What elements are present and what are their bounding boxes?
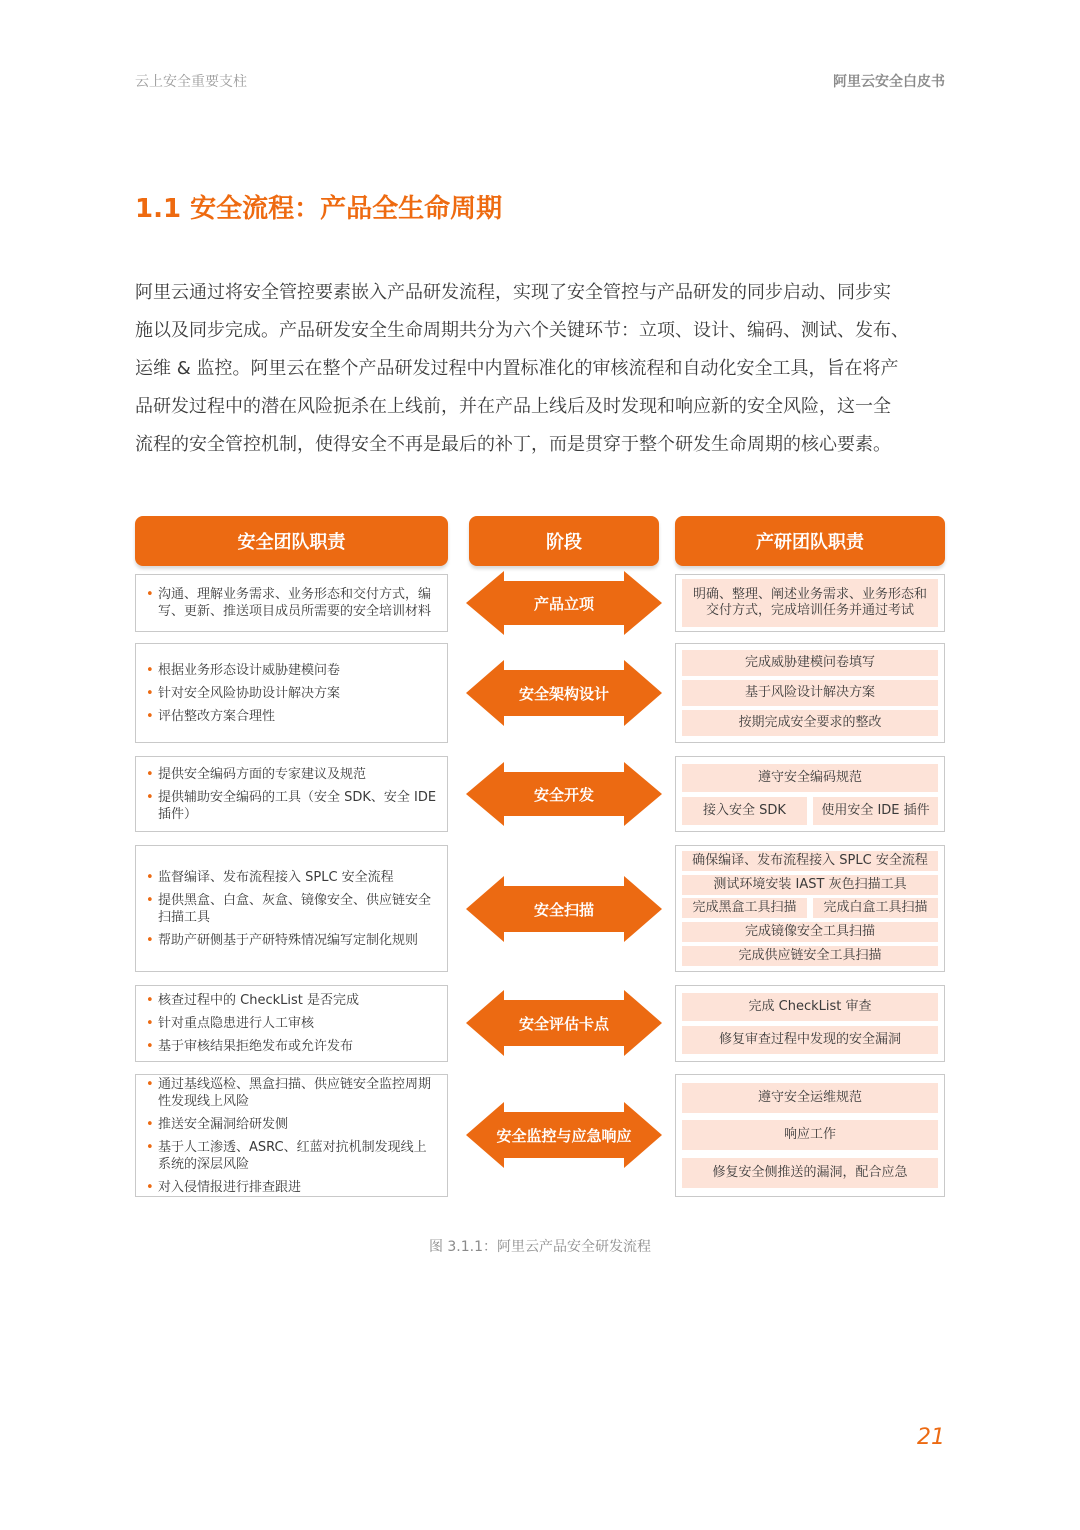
dev-task-pill: 确保编译、发布流程接入 SPLC 安全流程 <box>682 851 938 871</box>
dev-task-pill: 响应工作 <box>682 1120 938 1150</box>
dev-task-pill: 完成供应链安全工具扫描 <box>682 946 938 966</box>
duty-item: • 根据业务形态设计威胁建模问卷 <box>158 662 437 679</box>
dev-task-pill: 明确、整理、阐述业务需求、业务形态和交付方式，完成培训任务并通过考试 <box>682 579 938 627</box>
row-1-security-duties <box>135 574 448 632</box>
stage-label: 安全开发 <box>533 785 594 804</box>
dev-task-pill: 遵守安全运维规范 <box>682 1083 938 1113</box>
duty-item: • 帮助产研侧基于产研特殊情况编写定制化规则 <box>158 932 437 949</box>
row-4-dev-duties <box>675 845 945 972</box>
stage-arrow-2 <box>466 660 662 726</box>
row-5-dev-duties <box>675 985 945 1062</box>
dev-task-pill: 完成镜像安全工具扫描 <box>682 922 938 942</box>
stage-label: 安全扫描 <box>533 900 594 919</box>
dev-task-pill: 使用安全 IDE 插件 <box>813 797 938 825</box>
body-line: 流程的安全管控机制，使得安全不再是最后的补丁，而是贯穿于整个研发生命周期的核心要素。 <box>135 434 891 455</box>
dev-task-pill: 基于风险设计解决方案 <box>682 680 938 706</box>
body-line: 运维 & 监控。阿里云在整个产品研发过程中内置标准化的审核流程和自动化安全工具，旨在将产 <box>135 358 899 379</box>
duty-item: • 针对重点隐患进行人工审核 <box>158 1015 437 1032</box>
dev-task-pill: 测试环境安装 IAST 灰色扫描工具 <box>682 875 938 895</box>
duty-item: • 核查过程中的 CheckList 是否完成 <box>158 992 437 1009</box>
duty-item: • 提供辅助安全编码的工具（安全 SDK、安全 IDE 插件） <box>158 789 437 823</box>
stage-arrow-3 <box>466 762 662 826</box>
body-paragraph <box>135 274 947 464</box>
stage-arrow-5 <box>466 990 662 1056</box>
dev-task-pill: 完成 CheckList 审查 <box>682 993 938 1021</box>
body-line: 品研发过程中的潜在风险扼杀在上线前，并在产品上线后及时发现和响应新的安全风险，这一全 <box>135 396 891 417</box>
duty-item: • 监督编译、发布流程接入 SPLC 安全流程 <box>158 869 437 886</box>
dev-task-pill: 修复审查过程中发现的安全漏洞 <box>682 1026 938 1054</box>
duty-item: • 针对安全风险协助设计解决方案 <box>158 685 437 702</box>
row-4-security-duties <box>135 845 448 972</box>
stage-arrow-4 <box>466 876 662 942</box>
duty-item: • 提供安全编码方面的专家建议及规范 <box>158 766 437 783</box>
stage-arrow-6 <box>466 1102 662 1168</box>
duty-item: • 评估整改方案合理性 <box>158 708 437 725</box>
row-1-dev-duties <box>675 574 945 632</box>
stage-label: 安全评估卡点 <box>518 1014 609 1033</box>
dev-task-pill: 完成威胁建模问卷填写 <box>682 650 938 676</box>
row-2-security-duties <box>135 643 448 743</box>
stage-label: 安全监控与应急响应 <box>496 1126 632 1145</box>
duty-item: • 推送安全漏洞给研发侧 <box>158 1116 437 1133</box>
body-line: 施以及同步完成。产品研发安全生命周期共分为六个关键环节：立项、设计、编码、测试、发布、 <box>135 320 909 341</box>
running-header-right: 阿里云安全白皮书 <box>833 74 945 90</box>
duty-item: • 基于审核结果拒绝发布或允许发布 <box>158 1038 437 1055</box>
running-header-left: 云上安全重要支柱 <box>135 74 247 90</box>
row-5-security-duties <box>135 985 448 1062</box>
stage-label: 产品立项 <box>533 594 594 613</box>
duty-item: • 基于人工渗透、ASRC、红蓝对抗机制发现线上系统的深层风险 <box>158 1139 437 1173</box>
row-6-security-duties <box>135 1074 448 1197</box>
dev-task-pill: 接入安全 SDK <box>682 797 807 825</box>
dev-task-pill: 修复安全侧推送的漏洞，配合应急 <box>682 1158 938 1188</box>
dev-task-row <box>682 797 938 825</box>
stage-arrow-1 <box>466 571 662 635</box>
section-title: 1.1 安全流程：产品全生命周期 <box>135 194 503 224</box>
security-team-header: 安全团队职责 <box>135 516 448 566</box>
dev-task-pill: 按期完成安全要求的整改 <box>682 710 938 736</box>
body-line: 阿里云通过将安全管控要素嵌入产品研发流程，实现了安全管控与产品研发的同步启动、同步实 <box>135 282 891 303</box>
dev-team-header: 产研团队职责 <box>675 516 945 566</box>
row-3-dev-duties <box>675 756 945 832</box>
dev-task-pill: 完成黑盒工具扫描 <box>682 898 807 918</box>
figure-caption: 图 3.1.1：阿里云产品安全研发流程 <box>428 1239 652 1255</box>
duty-item: • 提供黑盒、白盒、灰盒、镜像安全、供应链安全扫描工具 <box>158 892 437 926</box>
duty-item: • 对入侵情报进行排查跟进 <box>158 1179 437 1196</box>
row-2-dev-duties <box>675 643 945 743</box>
dev-task-pill: 遵守安全编码规范 <box>682 764 938 792</box>
page-number: 21 <box>917 1425 945 1450</box>
row-6-dev-duties <box>675 1074 945 1197</box>
dev-task-row <box>682 898 938 918</box>
stage-label: 安全架构设计 <box>518 684 609 703</box>
stage-header: 阶段 <box>469 516 659 566</box>
duty-item: • 沟通、理解业务需求、业务形态和交付方式，编写、更新、推送项目成员所需要的安全培训材料 <box>158 586 437 620</box>
dev-task-pill: 完成白盒工具扫描 <box>813 898 938 918</box>
row-3-security-duties <box>135 756 448 832</box>
duty-item: • 通过基线巡检、黑盒扫描、供应链安全监控周期性发现线上风险 <box>158 1076 437 1110</box>
